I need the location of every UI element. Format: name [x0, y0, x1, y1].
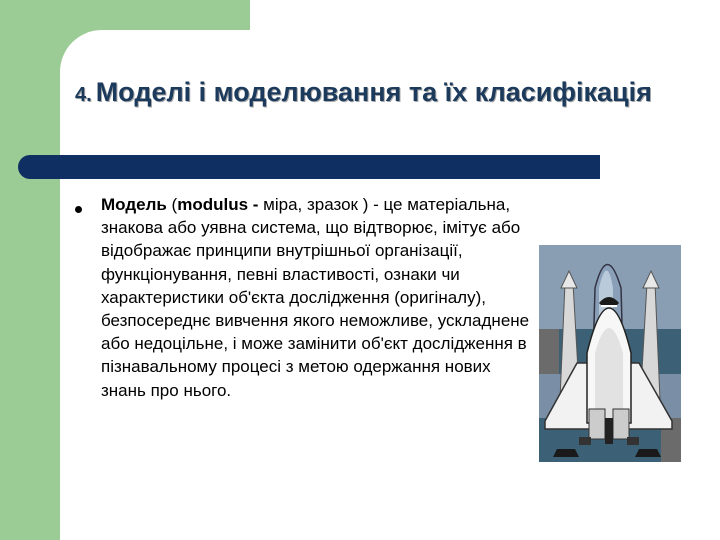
term-model: Модель [101, 195, 167, 214]
definition-text: міра, зразок ) - це матеріальна, знакова або уявна система, що відтворює, імітує або відображає принципи внутрішньої організації, функціонування, певні властивості, ознаки чи характеристики об'єкта дослідження (оригіналу), безпосереднє вивчення якого неможливе, ускладнене або недоцільне, і може замінити об'єкт дослідження в пізнавальному процесі з метою одержання нових знань про нього. [101, 195, 530, 400]
paren-open: ( [166, 195, 178, 214]
bullet-dot [75, 206, 82, 213]
definition-paragraph [101, 193, 531, 402]
slide-title [75, 76, 675, 111]
space-shuttle-clipart [535, 243, 682, 466]
latin-term: modulus - [177, 195, 259, 214]
title-number: 4. [75, 84, 92, 106]
title-underline-bar [18, 155, 600, 179]
title-text: Моделі і моделювання та їх класифікація [95, 77, 652, 107]
